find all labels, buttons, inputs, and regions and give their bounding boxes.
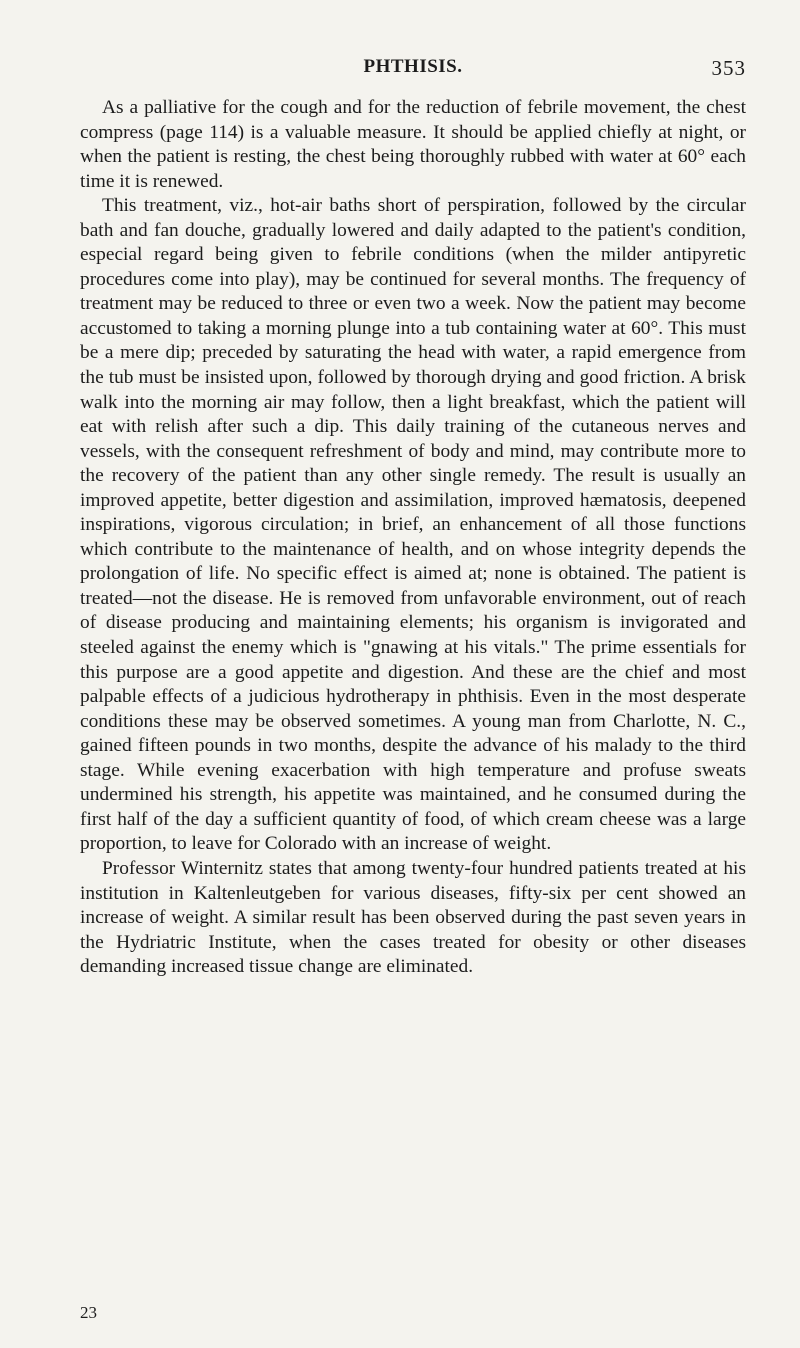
running-head: [80, 56, 746, 82]
paragraph-treatment-regimen: This treatment, viz., hot-air baths short of perspiration, followed by the circular bath and fan douche, gradually lowered and daily adapted to the patient's condition, especial regard being given to febrile conditions (when the milder antipyretic procedures come into play), may be continued for several months. The frequency of treatment may be reduced to three or even two a week. Now the patient may become accustomed to taking a morning plunge into a tub containing water at 60°. This must be a mere dip; preceded by saturating the head with water, a rapid emergence from the tub must be insisted upon, followed by thorough drying and good friction. A brisk walk into the morning air may follow, then a light breakfast, which the patient will eat with relish after such a dip. This daily training of the cutaneous nerves and vessels, with the consequent refreshment of body and mind, may contribute more to the recovery of the patient than any other single remedy. The result is usually an improved appetite, better digestion and assimilation, improved hæmatosis, deepened inspirations, vigorous circulation; in brief, an enhancement of all those functions which contribute to the maintenance of health, and on whose integrity depends the prolongation of life. No specific effect is aimed at; none is obtained. The patient is treated—not the disease. He is removed from unfavorable environment, out of reach of disease producing and maintaining elements; his organism is invigorated and steeled against the enemy which is "gnawing at his vitals." The prime essentials for this purpose are a good appetite and digestion. And these are the chief and most palpable effects of a judicious hydrotherapy in phthisis. Even in the most desperate conditions these may be observed sometimes. A young man from Charlotte, N. C., gained fifteen pounds in two months, despite the advance of his malady to the third stage. While evening exacerbation with high temperature and profuse sweats undermined his strength, his appetite was maintained, and he consumed during the first half of the day a sufficient quantity of food, of which cream cheese was a large proportion, to leave for Colorado with an increase of weight.: [80, 195, 746, 855]
body-text: [80, 96, 746, 980]
paragraph-chest-compress: As a palliative for the cough and for the reduction of febrile movement, the chest compress (page 114) is a valuable measure. It should be applied chiefly at night, or when the patient is resting, the chest being thoroughly rubbed with water at 60° each time it is renewed.: [80, 97, 746, 192]
paragraph-winternitz: Professor Winternitz states that among twenty-four hundred patients treated at his institution in Kaltenleutgeben for various diseases, fifty-six per cent showed an increase of weight. A similar result has been observed during the past seven years in the Hydriatric Institute, when the cases treated for obesity or other diseases demanding increased tissue change are eliminated.: [80, 857, 746, 978]
page-number: 353: [711, 56, 746, 80]
running-title: PHTHISIS.: [363, 56, 463, 77]
signature-mark: 23: [80, 1303, 97, 1322]
